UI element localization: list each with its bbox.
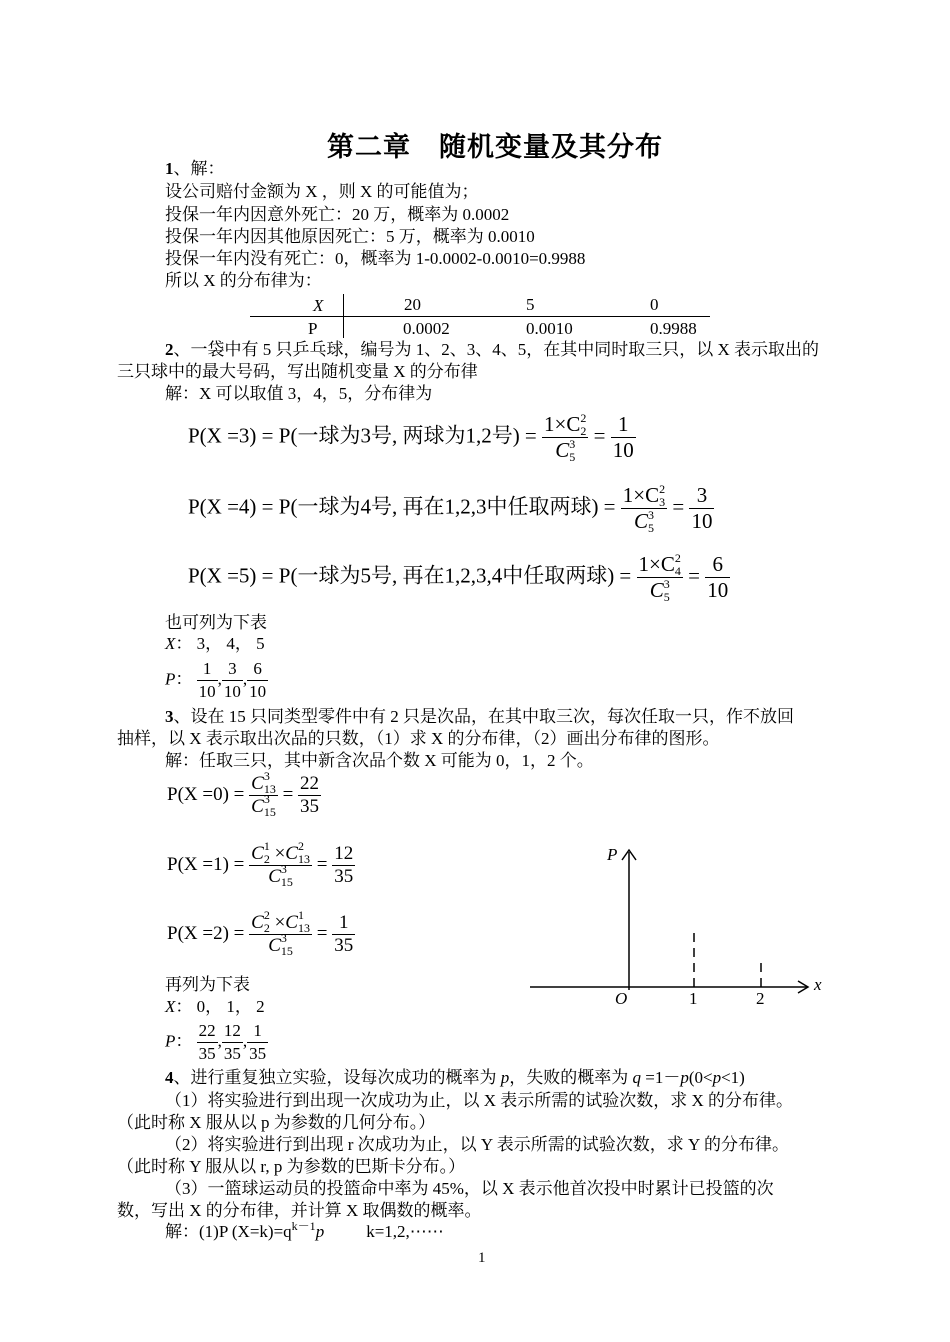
- frac-num: 1: [332, 912, 355, 935]
- q1-heading: [165, 158, 225, 180]
- q1-line-2: 投保一年内因意外死亡：20 万，概率为 0.0002: [165, 205, 510, 224]
- q4-text: <1): [721, 1068, 745, 1087]
- frac-den: 10: [198, 682, 216, 701]
- y-label: P: [607, 845, 618, 864]
- q3-eq-0: P(X =0) = $\frac{C^3_{13}}{C^3_{15}}$ = $\frac{22}{35}$: [167, 769, 320, 819]
- frac-num: 3: [222, 658, 243, 681]
- frac-den: 10: [249, 682, 267, 701]
- q4-part-1b: （此时称 X 服从以 p 为参数的几何分布。）: [117, 1113, 436, 1132]
- eq-lhs: P(X =5) = P(一球为5号, 再在1,2,3,4中任取两球) =: [188, 563, 632, 588]
- sub: 5: [647, 521, 654, 535]
- q1-line-1: 设公司赔付金额为 X ，则 X 的可能值为；: [165, 182, 479, 201]
- q1-table-prob: 0.0002: [403, 319, 450, 338]
- q4-sol-text: 解：(1)P (X=k)=q: [165, 1222, 292, 1241]
- tick-2: 2: [756, 989, 765, 1008]
- fraction-result: [332, 912, 355, 957]
- q3-x-row: [165, 996, 265, 1018]
- q2-line-2: 三只球中的最大号码，写出随机变量 X 的分布律: [117, 362, 478, 381]
- q4-part-1: （1）将实验进行到出现一次成功为止，以 X 表示所需的试验次数，求 X 的分布律。: [165, 1091, 794, 1110]
- q3-text-1: 、设在 15 只同类型零件中有 2 只是次品，在其中取三次，每次任取一只，作不放回: [173, 707, 794, 726]
- q4-part-3: （3）一篮球运动员的投篮命中率为 45%，以 X 表示他首次投中时累计已投篮的次: [165, 1179, 774, 1198]
- fraction: $\frac{C^1_2 \times C^2_{13}}{C^3_{15}}$: [251, 839, 310, 889]
- frac-den: 35: [249, 1044, 267, 1063]
- x-values: ： 0， 1， 2: [175, 997, 265, 1016]
- sub: 5: [569, 450, 576, 464]
- frac-num: 1: [247, 1020, 268, 1043]
- eq-lhs: P(X =2) =: [167, 922, 245, 944]
- q1-table-prob: 0.0010: [526, 319, 573, 338]
- q4-sol-k: k=1,2,⋯⋯: [366, 1222, 444, 1241]
- q2-eq-4: P(X =4) = P(一球为4号, 再在1,2,3中任取两球) = $\frac{1\times C^23}{C^35}$ = $\frac{3}{10}$: [188, 482, 713, 535]
- x-values: ： 3， 4， 5: [175, 634, 265, 653]
- fraction-result: [689, 483, 714, 534]
- frac-den: 35: [334, 935, 354, 956]
- q4-sol-sup: k－1: [291, 1219, 316, 1233]
- q4-part-3b: 数，写出 X 的分布律，并计算 X 取偶数的概率。: [117, 1201, 482, 1220]
- fraction: [542, 412, 588, 463]
- q4-solution: [165, 1221, 444, 1244]
- q1-table-value: 20: [404, 295, 421, 314]
- q3-eq-1: P(X =1) = $\frac{C^1_2 \times C^2_{13}}{C^3_{15}}$ = $\frac{12}{35}$: [167, 839, 354, 889]
- q1-table-value: 0: [650, 295, 659, 314]
- sup: 2: [659, 482, 666, 496]
- fraction: [637, 552, 683, 603]
- q3-eq-2: P(X =2) = $\frac{C^2_2 \times C^1_{13}}{C^3_{15}}$ = $\frac{1}{35}$: [167, 908, 354, 958]
- frac-den: 35: [223, 1044, 241, 1063]
- q4-number: 4: [165, 1068, 174, 1087]
- q1-line-4: 投保一年内没有死亡：0，概率为 1-0.0002-0.0010=0.9988: [165, 249, 586, 268]
- eq-lhs: P(X =4) = P(一球为4号, 再在1,2,3中任取两球) =: [188, 494, 616, 519]
- p-label: P: [165, 669, 176, 689]
- fraction-result: [332, 843, 355, 888]
- q4-text: =1－: [641, 1068, 681, 1087]
- frac-den: 10: [612, 438, 634, 462]
- frac-num: 6: [247, 658, 268, 681]
- sup: 2: [674, 551, 681, 565]
- frac-num: 1×C: [622, 483, 660, 507]
- q1-table-value: 5: [526, 295, 535, 314]
- fraction: $\frac{C^2_2 \times C^1_{13}}{C^3_{15}}$: [251, 908, 310, 958]
- q2-p-row: P： $\frac{1}{10}$ , $\frac{3}{10}$ , $\frac{6}{10}$: [165, 659, 267, 701]
- origin-label: O: [615, 989, 628, 1008]
- distribution-graph: [520, 840, 840, 1015]
- sub: 2: [580, 424, 587, 438]
- fraction: [247, 658, 268, 703]
- q2-number: 2: [165, 340, 174, 359]
- x-label: X: [165, 634, 176, 653]
- q2-alt: 也可列为下表: [165, 613, 267, 632]
- q4-sol-p: p: [315, 1222, 325, 1241]
- eq-lhs: P(X =0) =: [167, 783, 245, 805]
- frac-den: 35: [198, 1044, 216, 1063]
- fraction: [621, 483, 667, 534]
- frac-den: 35: [300, 796, 320, 817]
- q1-head: 、解：: [173, 159, 225, 178]
- frac-den: 35: [334, 866, 354, 887]
- q4-part-2b: （此时称 Y 服从以 r, p 为参数的巴斯卡分布。）: [117, 1157, 466, 1176]
- q4-text: (0<: [688, 1068, 713, 1087]
- sup: 3: [663, 577, 670, 591]
- fraction-result: [298, 773, 321, 818]
- q3-solution: 解：任取三只，其中新含次品个数 X 可能为 0，1，2 个。: [165, 751, 594, 770]
- p-label: P: [165, 1031, 176, 1051]
- fraction: [247, 1020, 268, 1065]
- fraction-result: [611, 412, 636, 463]
- fraction: $\frac{C^3_{13}}{C^3_{15}}$: [251, 769, 276, 819]
- q1-table-prob: 0.9988: [650, 319, 697, 338]
- q3-number: 3: [165, 707, 174, 726]
- q1-line-3: 投保一年内因其他原因死亡：5 万，概率为 0.0010: [165, 227, 535, 246]
- frac-den: 10: [691, 509, 713, 533]
- q3-p-row: P： $\frac{22}{35}$ , $\frac{12}{35}$ , $\frac{1}{35}$: [165, 1021, 267, 1063]
- tick-1: 1: [689, 989, 698, 1008]
- fraction: [197, 658, 218, 703]
- q1-table-p-label: P: [308, 319, 318, 338]
- q2-x-row: [165, 633, 265, 655]
- q1-number: 1: [165, 159, 174, 178]
- sup: 3: [647, 508, 654, 522]
- q3-line-1: [165, 706, 794, 728]
- sup: 3: [569, 437, 576, 451]
- frac-den: C: [555, 438, 570, 462]
- page-number: 1: [478, 1250, 486, 1266]
- q4-text: ，失败的概率为: [509, 1068, 633, 1087]
- frac-den: 10: [707, 578, 729, 602]
- q1-table-x-label: X: [313, 296, 324, 315]
- frac-num: 22: [300, 773, 320, 794]
- sub: 4: [674, 564, 681, 578]
- q2-text-1: 、一袋中有 5 只乒乓球，编号为 1、2、3、4、5，在其中同时取三只，以 X 表示取出的: [173, 340, 820, 359]
- frac-num: 6: [705, 552, 730, 578]
- x-label: X: [165, 997, 176, 1016]
- frac-den: 10: [223, 682, 241, 701]
- fraction: [222, 658, 243, 703]
- sub: 5: [663, 590, 670, 604]
- q2-eq-5: P(X =5) = P(一球为5号, 再在1,2,3,4中任取两球) = $\frac{1\times C^24}{C^35}$ = $\frac{6}{10}$: [188, 551, 729, 604]
- fraction: [197, 1020, 218, 1065]
- sub: 3: [659, 495, 666, 509]
- sup: 2: [580, 411, 587, 425]
- frac-num: 12: [222, 1020, 243, 1043]
- q3-alt: 再列为下表: [165, 975, 250, 994]
- eq-lhs: P(X =3) = P(一球为3号, 两球为1,2号) =: [188, 423, 537, 448]
- q4-part-2: （2）将实验进行到出现 r 次成功为止，以 Y 表示所需的试验次数，求 Y 的分布律。: [165, 1135, 789, 1154]
- q3-line-2: 抽样，以 X 表示取出次品的只数，（1）求 X 的分布律，（2）画出分布律的图形。: [117, 729, 720, 748]
- q1-line-5: 所以 X 的分布律为：: [165, 271, 322, 290]
- frac-num: 22: [197, 1020, 218, 1043]
- frac-num: 1×C: [544, 412, 581, 436]
- frac-den: C: [649, 578, 664, 602]
- frac-num: 1: [197, 658, 218, 681]
- eq-lhs: P(X =1) =: [167, 853, 245, 875]
- x-label: x: [814, 975, 822, 994]
- frac-num: 1: [611, 412, 636, 438]
- q1-table-divider: [343, 294, 344, 338]
- page-title: 第二章 随机变量及其分布: [327, 132, 663, 162]
- frac-den: C: [633, 509, 648, 533]
- q4-text: 、进行重复独立实验，设每次成功的概率为: [173, 1068, 501, 1087]
- fraction-result: [705, 552, 730, 603]
- q4-line-1: 4、进行重复独立实验，设每次成功的概率为 p，失败的概率为 q =1－p(0<p<1): [165, 1068, 745, 1087]
- q2-solution: 解：X 可以取值 3，4，5，分布律为: [165, 384, 433, 403]
- frac-num: 3: [689, 483, 714, 509]
- fraction: [222, 1020, 243, 1065]
- q2-line-1: [165, 339, 819, 361]
- q2-eq-3: P(X =3) = P(一球为3号, 两球为1,2号) = $\frac{1\times C^22}{C^35}$ = $\frac{1}{10}$: [188, 411, 634, 464]
- frac-num: 1×C: [638, 552, 675, 576]
- frac-num: 12: [334, 843, 354, 864]
